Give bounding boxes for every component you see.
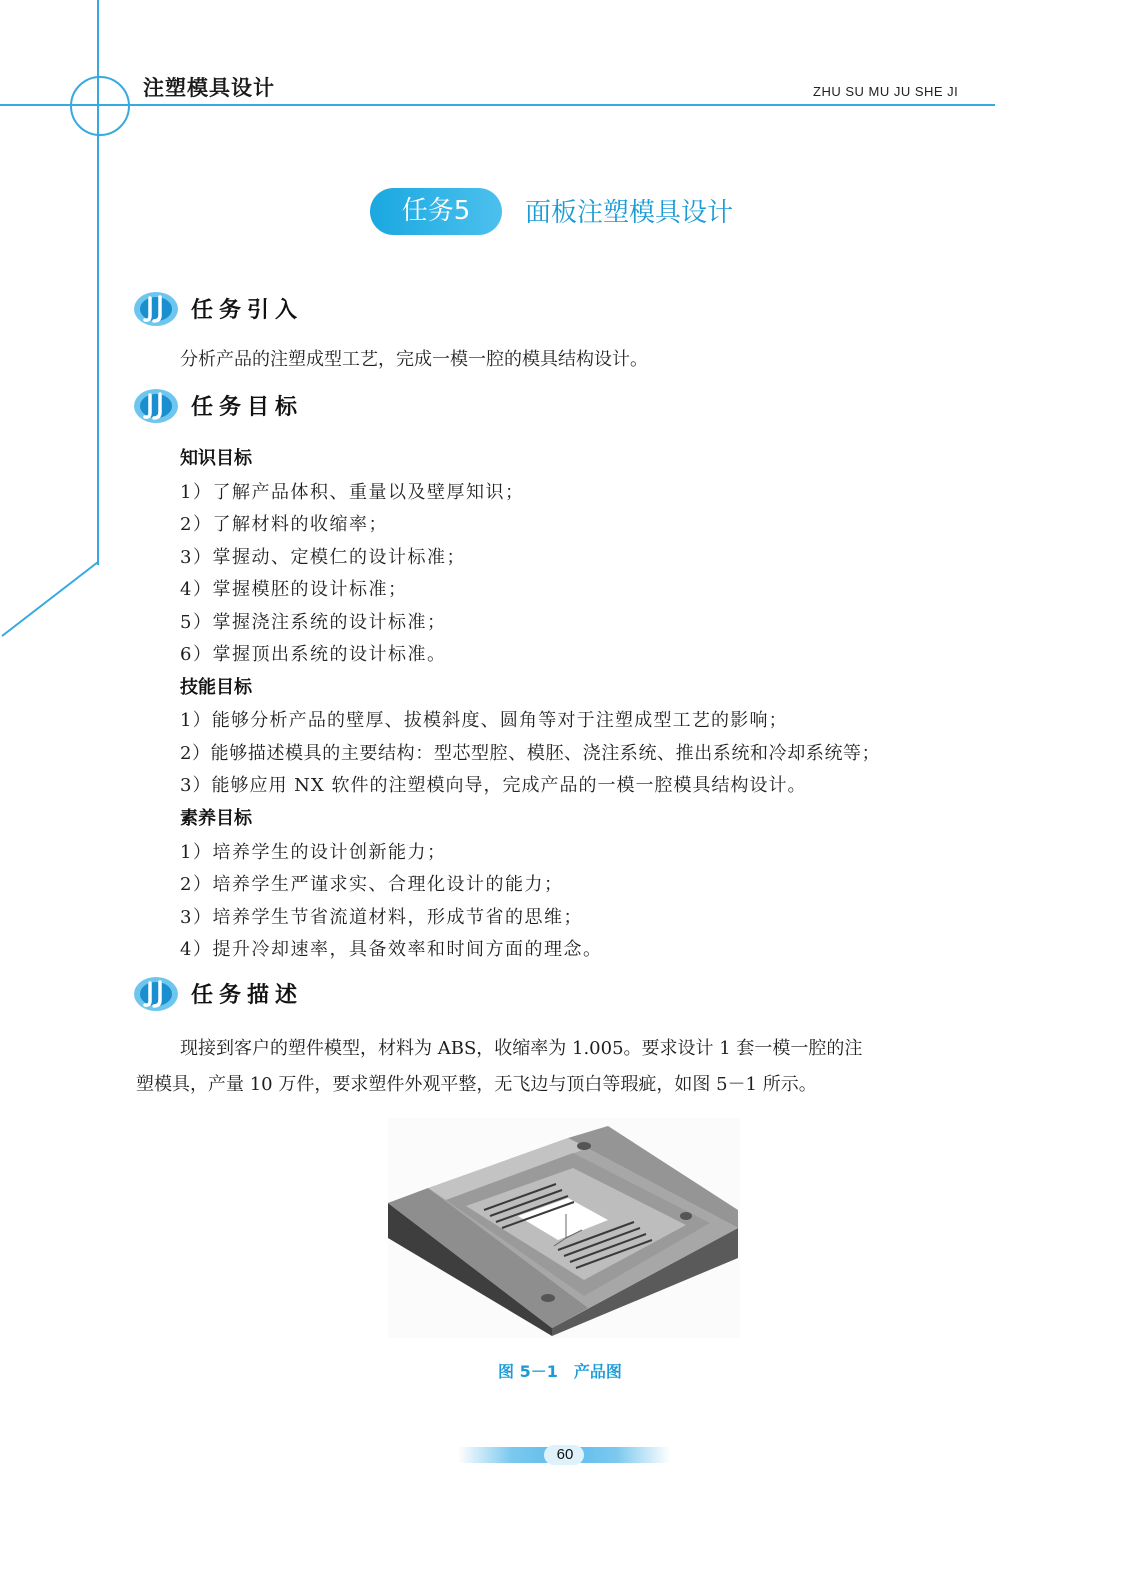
- book-title: 注塑模具设计: [143, 76, 275, 100]
- description-line-2: 塑模具，产量 10 万件，要求塑件外观平整，无飞边与顶白等瑕疵，如图 5－1 所示。: [136, 1074, 817, 1095]
- task-badge: 任务5: [370, 188, 502, 235]
- skill-goals-title: 技能目标: [180, 677, 252, 698]
- list-item: 2）能够描述模具的主要结构：型芯型腔、模胚、浇注系统、推出系统和冷却系统等；: [180, 743, 881, 764]
- description-line-1: 现接到客户的塑件模型，材料为 ABS，收缩率为 1.005。要求设计 1 套一模一腔的注: [180, 1038, 863, 1059]
- intro-text: 分析产品的注塑成型工艺，完成一模一腔的模具结构设计。: [180, 349, 648, 370]
- section-title: 任务引入: [191, 298, 304, 323]
- section-title: 任务目标: [191, 395, 304, 420]
- list-item: 4）提升冷却速率，具备效率和时间方面的理念。: [180, 939, 603, 960]
- book-title-pinyin: ZHU SU MU JU SHE JI: [813, 84, 959, 99]
- list-item: 3）能够应用 NX 软件的注塑模向导，完成产品的一模一腔模具结构设计。: [180, 775, 807, 796]
- list-item: 1）能够分析产品的壁厚、拔模斜度、圆角等对于注塑成型工艺的影响；: [180, 710, 788, 731]
- frame-diagonal-line: [0, 560, 100, 640]
- list-item: 6）掌握顶出系统的设计标准。: [180, 644, 447, 665]
- list-item: 5）掌握浇注系统的设计标准；: [180, 612, 447, 633]
- section-logo-icon: [133, 386, 179, 426]
- quality-goals-title: 素养目标: [180, 808, 252, 829]
- list-item: 2）了解材料的收缩率；: [180, 514, 388, 535]
- frame-circle-ornament: [70, 76, 130, 136]
- list-item: 3）培养学生节省流道材料，形成节省的思维；: [180, 907, 583, 928]
- product-figure-image: [388, 1118, 740, 1338]
- header-rule: [0, 104, 995, 106]
- list-item: 4）掌握模胚的设计标准；: [180, 579, 408, 600]
- page-number: 60: [556, 1446, 574, 1463]
- section-title: 任务描述: [191, 983, 304, 1008]
- section-logo-icon: [133, 974, 179, 1014]
- task-title: 面板注塑模具设计: [525, 198, 734, 228]
- section-logo-icon: [133, 289, 179, 329]
- list-item: 1）了解产品体积、重量以及壁厚知识；: [180, 482, 525, 503]
- list-item: 2）培养学生严谨求实、合理化设计的能力；: [180, 874, 564, 895]
- list-item: 3）掌握动、定模仁的设计标准；: [180, 547, 466, 568]
- knowledge-goals-title: 知识目标: [180, 448, 252, 469]
- figure-caption: 图 5－1 产品图: [498, 1362, 622, 1381]
- list-item: 1）培养学生的设计创新能力；: [180, 842, 447, 863]
